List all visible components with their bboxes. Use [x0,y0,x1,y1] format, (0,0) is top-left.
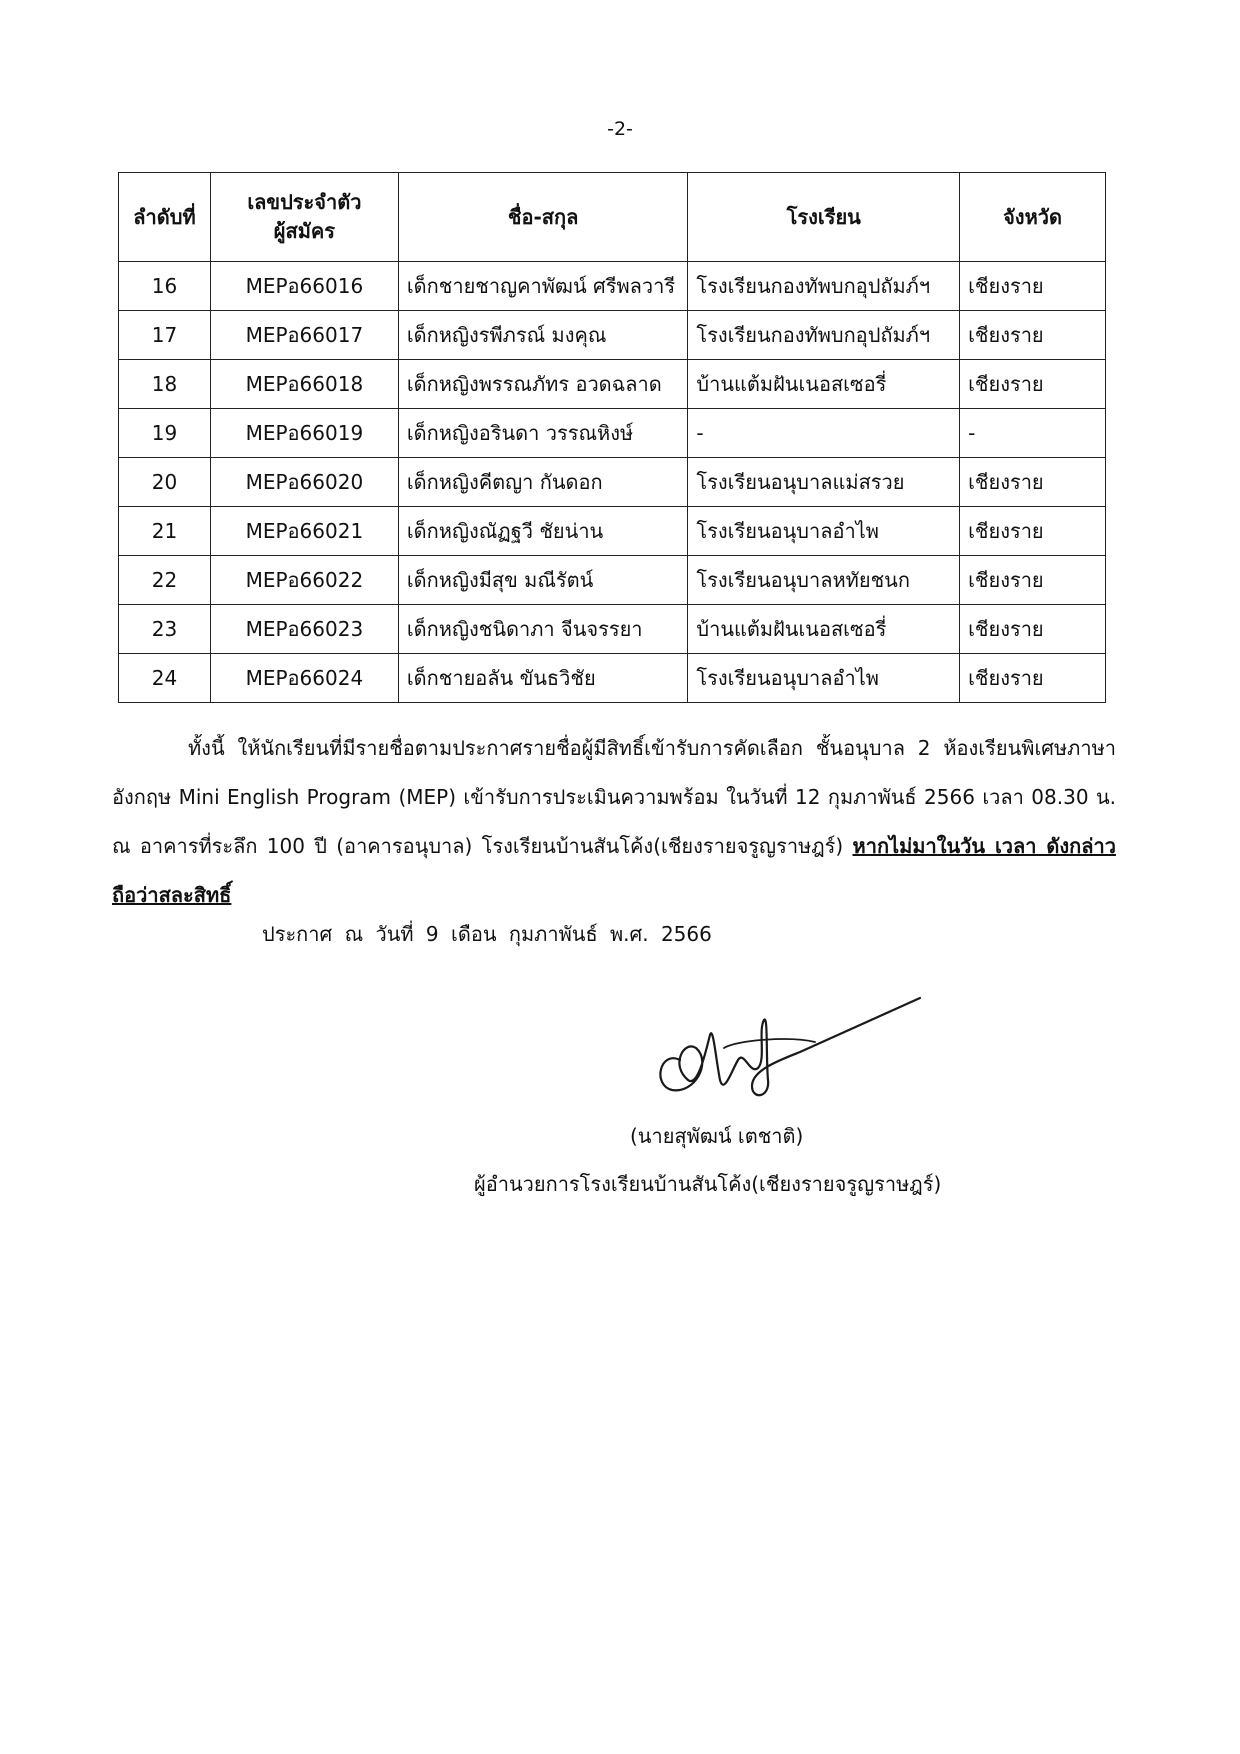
table-row [119,605,1106,654]
cell-school: โรงเรียนอนุบาลอำไพ [688,507,960,556]
cell-province: เชียงราย [960,458,1106,507]
table-body [119,262,1106,703]
header-applicant-id [210,173,398,262]
cell-no: 23 [119,605,211,654]
cell-name: เด็กหญิงคีตญา กันดอก [398,458,688,507]
cell-id: MEPอ66023 [210,605,398,654]
cell-school: โรงเรียนกองทัพบกอุปถัมภ์ฯ [688,262,960,311]
cell-name: เด็กชายอลัน ขันธวิชัย [398,654,688,703]
header-id-line2: ผู้สมัคร [273,219,335,243]
header-school: โรงเรียน [688,173,960,262]
cell-name: เด็กหญิงชนิดาภา จีนจรรยา [398,605,688,654]
cell-school: - [688,409,960,458]
instruction-paragraph [112,724,1116,920]
cell-name: เด็กหญิงรพีภรณ์ มงคุณ [398,311,688,360]
cell-school: โรงเรียนอนุบาลแม่สรวย [688,458,960,507]
table-row [119,556,1106,605]
cell-province: เชียงราย [960,262,1106,311]
cell-school: โรงเรียนอนุบาลหทัยชนก [688,556,960,605]
cell-no: 21 [119,507,211,556]
cell-id: MEPอ66018 [210,360,398,409]
cell-no: 19 [119,409,211,458]
cell-id: MEPอ66019 [210,409,398,458]
header-no: ลำดับที่ [119,173,211,262]
cell-province: เชียงราย [960,360,1106,409]
header-province: จังหวัด [960,173,1106,262]
header-id-line1: เลขประจำตัว [247,190,362,214]
signer-name: (นายสุพัฒน์ เตชาติ) [630,1124,804,1148]
cell-province: เชียงราย [960,605,1106,654]
cell-no: 24 [119,654,211,703]
table-row [119,458,1106,507]
cell-id: MEPอ66024 [210,654,398,703]
cell-no: 18 [119,360,211,409]
cell-id: MEPอ66017 [210,311,398,360]
table-row [119,311,1106,360]
table-header [119,173,1106,262]
table-row [119,409,1106,458]
cell-name: เด็กหญิงมีสุข มณีรัตน์ [398,556,688,605]
header-row [119,173,1106,262]
applicant-table [118,172,1106,703]
cell-province: - [960,409,1106,458]
cell-id: MEPอ66016 [210,262,398,311]
cell-school: โรงเรียนกองทัพบกอุปถัมภ์ฯ [688,311,960,360]
cell-province: เชียงราย [960,654,1106,703]
cell-name: เด็กชายชาญคาพัฒน์ ศรีพลวารี [398,262,688,311]
cell-name: เด็กหญิงอรินดา วรรณหิงษ์ [398,409,688,458]
announcement-date: ประกาศ ณ วันที่ 9 เดือน กุมภาพันธ์ พ.ศ. 2566 [262,922,712,946]
cell-no: 22 [119,556,211,605]
paragraph-main-text: ทั้งนี้ ให้นักเรียนที่มีรายชื่อตามประกาศรายชื่อผู้มีสิทธิ์เข้ารับการคัดเลือก ชั้นอนุบาล 2 ห้องเรียนพิเศษภาษาอังกฤษ Mini English Program (MEP) เข้ารับการประเมินความพร้อม ในวันที่ 12 กุมภาพันธ์ 2566 เวลา 08.30 น. ณ อาคารที่ระลึก 100 ปี (อาคารอนุบาล) โรงเรียนบ้านสันโค้ง(เชียงรายจรูญราษฎร์) [112,736,1116,858]
cell-id: MEPอ66021 [210,507,398,556]
table-row [119,654,1106,703]
cell-no: 17 [119,311,211,360]
table-row [119,360,1106,409]
cell-province: เชียงราย [960,311,1106,360]
signer-position: ผู้อำนวยการโรงเรียนบ้านสันโค้ง(เชียงรายจรูญราษฎร์) [474,1172,942,1196]
cell-school: โรงเรียนอนุบาลอำไพ [688,654,960,703]
paragraph-emphasis-text: หากไม่มาในวัน เวลา ดังกล่าวถือว่าสละสิทธิ์ [112,834,1116,907]
cell-no: 20 [119,458,211,507]
cell-name: เด็กหญิงพรรณภัทร อวดฉลาด [398,360,688,409]
table-row [119,262,1106,311]
cell-province: เชียงราย [960,556,1106,605]
cell-province: เชียงราย [960,507,1106,556]
cell-no: 16 [119,262,211,311]
cell-school: บ้านแต้มฝันเนอสเซอรี่ [688,605,960,654]
page-number: -2- [607,118,633,140]
cell-school: บ้านแต้มฝันเนอสเซอรี่ [688,360,960,409]
cell-name: เด็กหญิงณัฏฐวี ชัยน่าน [398,507,688,556]
cell-id: MEPอ66020 [210,458,398,507]
signature-image [640,990,930,1130]
cell-id: MEPอ66022 [210,556,398,605]
table-row [119,507,1106,556]
header-name: ชื่อ-สกุล [398,173,688,262]
